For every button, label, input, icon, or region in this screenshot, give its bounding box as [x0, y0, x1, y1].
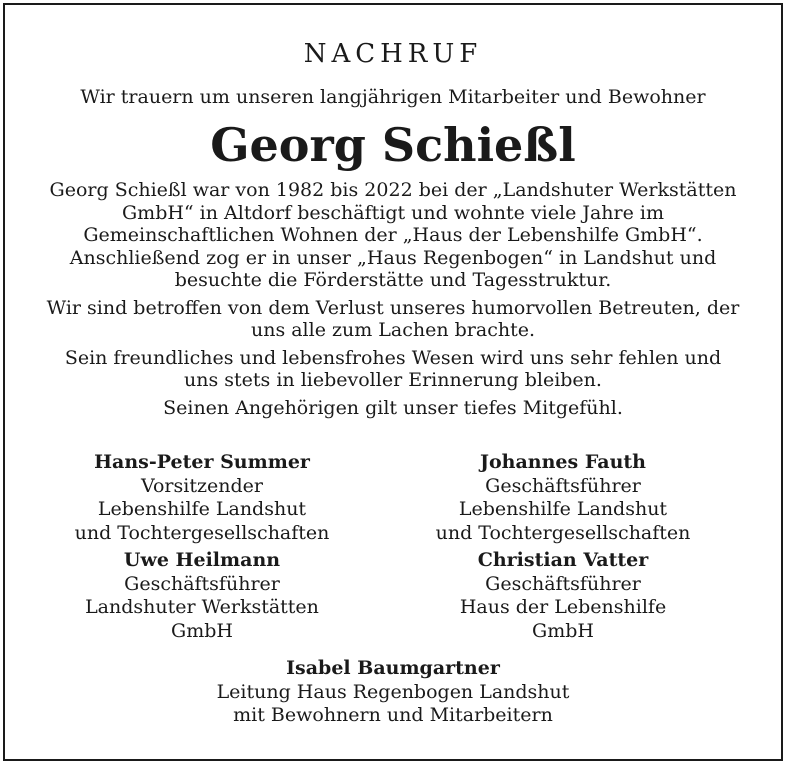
signatory-name: Johannes Fauth: [480, 451, 646, 473]
signatory-organization: GmbH: [532, 619, 594, 642]
signatory-block: [389, 549, 737, 643]
signatory-organization: mit Bewohnern und Mitarbeitern: [233, 704, 553, 726]
signatory-organization: Lebenshilfe Landshut: [97, 498, 307, 520]
signatory-organization: Lebenshilfe Landshut: [458, 498, 668, 520]
signatory-organization: GmbH: [171, 619, 233, 642]
signatory-organization: Haus der Lebenshilfe: [459, 596, 667, 618]
signatory-role: Geschäftsführer: [124, 572, 280, 595]
signatory-name: Christian Vatter: [477, 549, 649, 571]
signatory-organization: Landshuter Werkstätten: [85, 596, 319, 618]
signatory-name: Isabel Baumgartner: [286, 657, 500, 679]
deceased-name: Georg Schießl: [210, 118, 576, 172]
body-paragraph: Georg Schießl war von 1982 bis 2022 bei der „Landshuter Werkstätten GmbH“ in Altdorf beschäftigt und wohnte viele Jahre im Gemeinschaftlichen Wohnen der „Haus der Lebenshilfe GmbH“. Anschließend zog er in unser „Haus Regenbogen“ in Landshut und besuchte die Förderstätte und Tagesstruktur.: [49, 179, 737, 291]
signatory-role: Geschäftsführer: [485, 572, 641, 595]
signatory-block: [389, 451, 737, 545]
obituary-notice: [3, 3, 783, 761]
notice-intro: Wir trauern um unseren langjährigen Mitarbeiter und Bewohner: [80, 86, 706, 108]
notice-heading: NACHRUF: [303, 39, 483, 69]
signatories-grid: [45, 451, 741, 643]
signatory-role: Geschäftsführer: [485, 474, 641, 497]
signatory-organization: und Tochtergesellschaften: [435, 521, 691, 544]
body-paragraph: Wir sind betroffen von dem Verlust unseres humorvollen Betreuten, der uns alle zum Lachen brachte.: [46, 296, 740, 341]
signatory-role: Leitung Haus Regenbogen Landshut: [216, 680, 570, 703]
signatory-name: Uwe Heilmann: [123, 549, 281, 571]
signatory-organization: und Tochtergesellschaften: [74, 521, 330, 544]
signatory-block: [28, 549, 376, 643]
signatory-role: Vorsitzender: [141, 474, 263, 497]
signatory-block: [28, 451, 376, 545]
body-paragraph: Sein freundliches und lebensfrohes Wesen wird uns sehr fehlen und uns stets in liebevoller Erinnerung bleiben.: [64, 346, 722, 391]
signatory-block: [5, 657, 781, 728]
notice-body: [45, 179, 741, 424]
body-paragraph: Seinen Angehörigen gilt unser tiefes Mitgefühl.: [163, 396, 623, 419]
signatory-name: Hans-Peter Summer: [94, 451, 310, 473]
